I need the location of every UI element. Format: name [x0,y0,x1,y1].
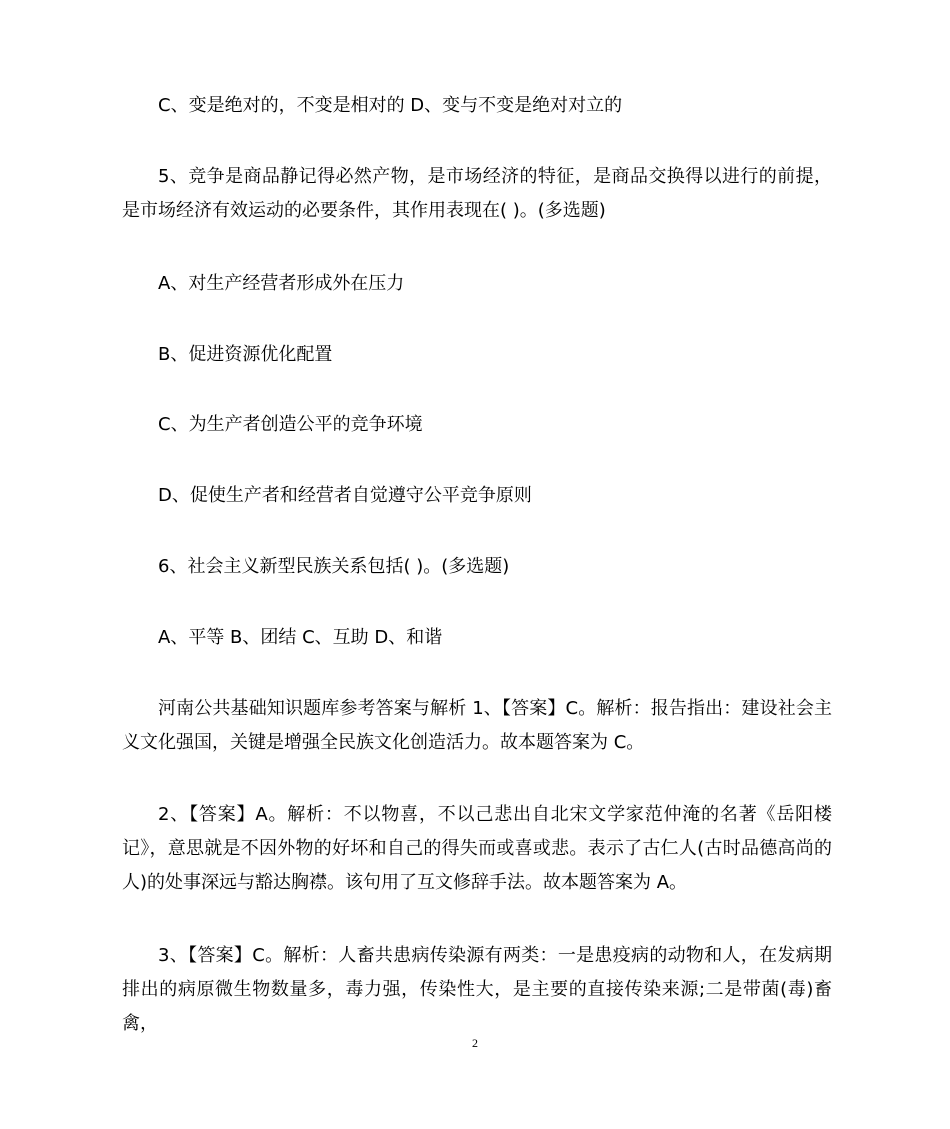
question-6-options: A、平等 B、团结 C、互助 D、和谐 [158,627,443,648]
page-number: 2 [472,1036,478,1050]
option-line-c-d: C、变是绝对的，不变是相对的 D、变与不变是绝对对立的 [158,95,623,116]
answer-1-paragraph: 河南公共基础知识题库参考答案与解析 1、【答案】C。解析：报告指出：建设社会主义文化强国，关键是增强全民族文化创造活力。故本题答案为 C。 [122,698,832,753]
question-5: 5、竞争是商品静记得必然产物，是市场经济的特征，是商品交换得以进行的前提，是市场经济有效运动的必要条件，其作用表现在( )。(多选题) [122,166,832,221]
question-5-option-c: C、为生产者创造公平的竞争环境 [158,414,423,435]
question-5-option-b: B、促进资源优化配置 [158,344,333,365]
question-5-option-d: D、促使生产者和经营者自觉遵守公平竞争原则 [158,485,532,506]
answer-2-paragraph: 2、【答案】A。解析：不以物喜，不以己悲出自北宋文学家范仲淹的名著《岳阳楼记》，意思就是不因外物的好坏和自己的得失而或喜或悲。表示了古仁人(古时品德高尚的人)的处事深远与豁达胸襟。该句用了互文修辞手法。故本题答案为 A。 [122,804,832,893]
answer-3-paragraph: 3、【答案】C。解析：人畜共患病传染源有两类：一是患疫病的动物和人，在发病期排出的病原微生物数量多，毒力强，传染性大，是主要的直接传染来源;二是带菌(毒)畜禽， [122,945,832,1034]
question-5-option-a: A、对生产经营者形成外在压力 [158,273,405,294]
question-6: 6、社会主义新型民族关系包括( )。(多选题) [158,556,510,577]
